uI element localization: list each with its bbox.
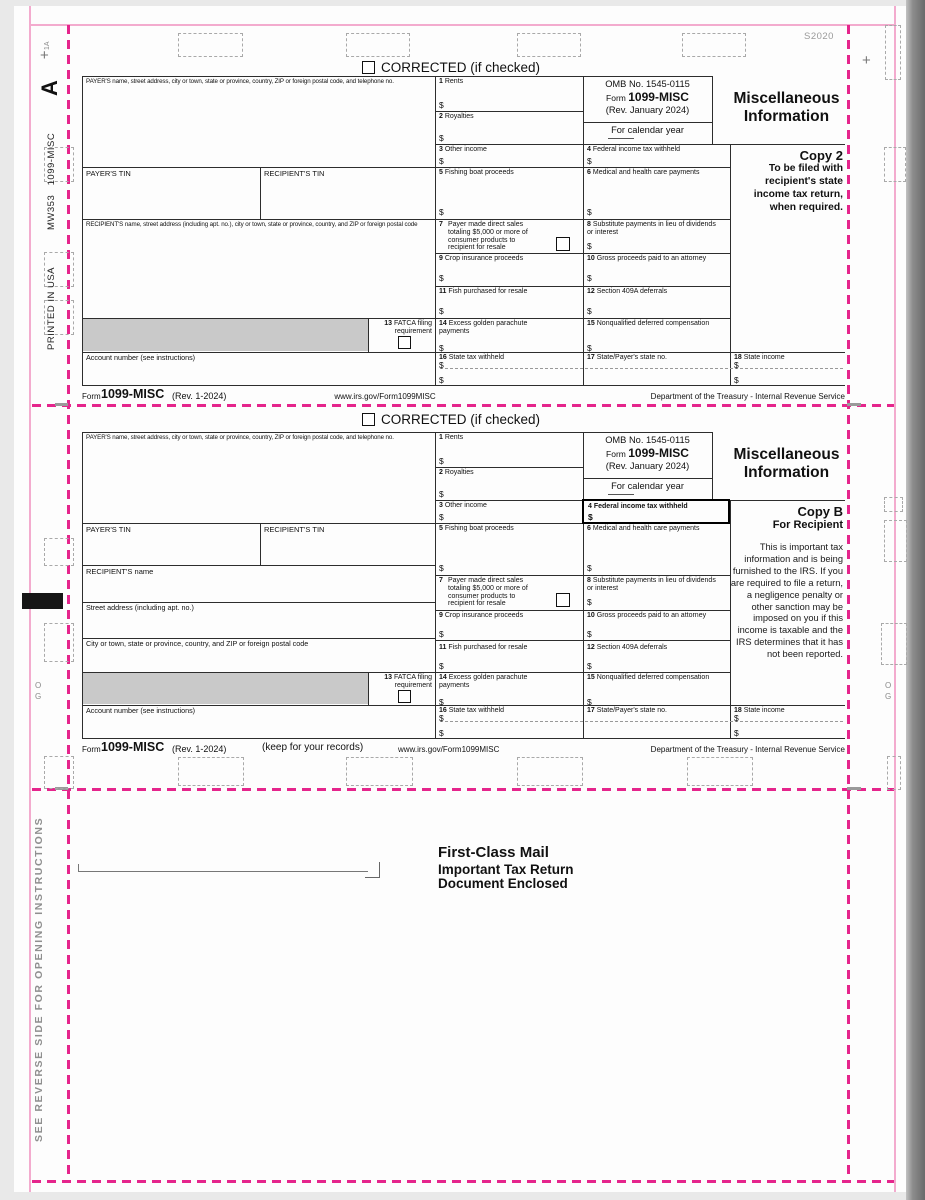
footer-form-word: Form (82, 392, 101, 401)
box18-amount: $ (734, 713, 739, 723)
box6-amount: $ (587, 207, 592, 217)
revision-line: (Rev. January 2024) (605, 461, 690, 471)
box5-label: 5 Fishing boat proceeds (439, 169, 514, 176)
grid-line (82, 318, 730, 319)
product-code: MW353 1099-MISC (46, 132, 57, 230)
grid-line (82, 385, 845, 386)
box4-label: 4 Federal income tax withheld (587, 146, 681, 153)
box7-number: 7 (439, 577, 443, 584)
box18-label: 18 State income (734, 354, 785, 361)
grid-line (82, 672, 730, 673)
box15-label: 15 Nonqualified deferred compensation (587, 674, 710, 681)
box6-amount: $ (587, 563, 592, 573)
box14-label: 14 Excess golden parachute payments (439, 320, 528, 335)
box2-amount: $ (439, 489, 444, 499)
box8-label: 8 Substitute payments in lieu of dividends or interest (587, 577, 716, 592)
grid-line (82, 432, 712, 433)
recipient-notice: This is important tax information and is being furnished to the IRS. If you are required to file a return, a negligence penalty or other sanction may be imposed on you if this income is taxable and the IRS determines that it has not been reported. (730, 542, 843, 660)
calendar-year-blank (608, 138, 634, 139)
box13-checkbox (398, 336, 411, 349)
footer-url: www.irs.gov/Form1099MISC (334, 392, 436, 401)
grid-line (260, 523, 261, 565)
box2-label: 2 Royalties (439, 469, 474, 476)
box9-amount: $ (439, 629, 444, 639)
box16-amount: $ (439, 360, 444, 370)
box11-label: 11 Fish purchased for resale (439, 288, 528, 295)
footer-keep-note: (keep for your records) (262, 742, 364, 753)
perforation-tick (847, 787, 861, 790)
box10-amount: $ (587, 629, 592, 639)
shaded-cell (83, 319, 368, 351)
corrected-checkbox (362, 413, 375, 426)
omb-number: OMB No. 1545-0115 (605, 79, 690, 89)
registration-mark (178, 33, 243, 57)
shaded-cell (83, 673, 368, 704)
box5-amount: $ (439, 563, 444, 573)
opening-instructions: SEE REVERSE SIDE FOR OPENING INSTRUCTIONS (33, 816, 45, 1142)
stub-code-1a: 1A (44, 41, 51, 50)
street-address-label: Street address (including apt. no.) (86, 603, 194, 612)
box15-amount: $ (587, 697, 592, 707)
revision-line: (Rev. January 2024) (605, 105, 690, 115)
grid-line (260, 167, 261, 219)
form-title: Miscellaneous Information (733, 446, 840, 481)
form-1099misc-copy2 (0, 60, 925, 405)
grid-line (435, 144, 845, 145)
box4-amount: $ (587, 156, 592, 166)
box12-label: 12 Section 409A deferrals (587, 288, 668, 295)
box16-amount: $ (439, 713, 444, 723)
box7-checkbox (556, 593, 570, 607)
grid-line (712, 432, 713, 500)
footer-revision: (Rev. 1-2024) (172, 391, 227, 401)
box2-label: 2 Royalties (439, 113, 474, 120)
footer-form-number: 1099-MISC (101, 387, 165, 401)
form-1099misc-copyb (0, 412, 925, 760)
box8-amount: $ (587, 597, 592, 607)
grid-line (712, 76, 713, 144)
footer-form-number: 1099-MISC (101, 740, 165, 754)
form-number-line: Form 1099-MISC (606, 446, 689, 460)
corrected-checkbox (362, 61, 375, 74)
registration-mark (346, 33, 410, 57)
box1-label: 1 Rents (439, 78, 464, 85)
box18-amount2: $ (734, 375, 739, 385)
box8-amount: $ (587, 241, 592, 251)
box3-label: 3 Other income (439, 146, 487, 153)
grid-line (82, 76, 83, 385)
payer-info-label: PAYER'S name, street address, city or town, state or province, country, ZIP or foreign postal code, and telephone no. (86, 78, 394, 85)
box15-label: 15 Nonqualified deferred compensation (587, 320, 710, 327)
footer-department: Department of the Treasury - Internal Revenue Service (650, 745, 845, 754)
box3-amount: $ (439, 512, 444, 522)
box3-amount: $ (439, 156, 444, 166)
registration-mark (44, 756, 74, 789)
box15-amount: $ (587, 343, 592, 353)
registration-cross-right: + (862, 52, 871, 69)
box9-amount: $ (439, 273, 444, 283)
mailer-line1: First-Class Mail (438, 844, 549, 861)
perforation-bottom (32, 1180, 894, 1183)
recipient-info-label: RECIPIENT'S name, street address (including apt. no.), city or town, state or province, country, and ZIP or foreign postal code (86, 221, 418, 228)
box14-label: 14 Excess golden parachute payments (439, 674, 528, 689)
calendar-year-blank (608, 494, 634, 495)
box9-label: 9 Crop insurance proceeds (439, 612, 524, 619)
box16-amount2: $ (439, 375, 444, 385)
mailer-line2: Important Tax Return (438, 862, 574, 877)
calendar-year-label: For calendar year (611, 481, 684, 491)
recipient-tin-label: RECIPIENT'S TIN (264, 525, 325, 534)
box13-label: 13 FATCA filing requirement (384, 320, 432, 335)
box13-label: 13 FATCA filing requirement (384, 674, 432, 689)
box3-label: 3 Other income (439, 502, 487, 509)
box11-amount: $ (439, 306, 444, 316)
box7-number: 7 (439, 221, 443, 228)
grid-line (82, 565, 435, 566)
box4-label: 4 Federal income tax withheld (588, 503, 688, 510)
omb-number: OMB No. 1545-0115 (605, 435, 690, 445)
stub-letter-a: A (37, 80, 62, 96)
registration-mark (517, 33, 581, 57)
box7-checkbox (556, 237, 570, 251)
box10-label: 10 Gross proceeds paid to an attorney (587, 255, 707, 262)
registration-mark (346, 757, 413, 786)
og-mark: G (35, 692, 42, 701)
box17-label: 17 State/Payer's state no. (587, 354, 667, 361)
box7-label: Payer made direct sales totaling $5,000 or more of consumer products to recipient for resale (448, 221, 528, 252)
box13-checkbox (398, 690, 411, 703)
grid-line (82, 738, 845, 739)
registration-mark (887, 756, 901, 790)
payer-tin-label: PAYER'S TIN (86, 525, 131, 534)
recipient-tin-label: RECIPIENT'S TIN (264, 169, 325, 178)
box11-label: 11 Fish purchased for resale (439, 644, 528, 651)
box8-label: 8 Substitute payments in lieu of dividends or interest (587, 221, 716, 236)
box14-amount: $ (439, 697, 444, 707)
registration-mark (178, 757, 244, 786)
box9-label: 9 Crop insurance proceeds (439, 255, 524, 262)
box16-label: 16 State tax withheld (439, 354, 505, 361)
copy-sublabel: For Recipient (772, 519, 843, 531)
box1-label: 1 Rents (439, 434, 464, 441)
footer-revision: (Rev. 1-2024) (172, 744, 227, 754)
payer-info-label: PAYER'S name, street address, city or town, state or province, country, ZIP or foreign postal code, and telephone no. (86, 434, 394, 441)
printer-code: S2020 (804, 31, 834, 42)
grid-line (583, 122, 712, 123)
box16-amount2: $ (439, 728, 444, 738)
city-line-label: City or town, state or province, country, and ZIP or foreign postal code (86, 639, 309, 648)
grid-line (583, 432, 584, 738)
footer-form-word: Form (82, 745, 101, 754)
edge-line-top (29, 24, 896, 26)
corrected-label: CORRECTED (if checked) (381, 412, 541, 427)
box10-amount: $ (587, 273, 592, 283)
og-mark: O (885, 681, 892, 690)
grid-line (435, 432, 436, 738)
registration-mark (682, 33, 746, 57)
state-row-dashed-rule (440, 368, 843, 369)
registration-mark (687, 757, 753, 786)
box11-amount: $ (439, 661, 444, 671)
printed-in-usa: PRINTED IN USA (46, 266, 57, 350)
box10-label: 10 Gross proceeds paid to an attorney (587, 612, 707, 619)
grid-line (82, 219, 730, 220)
grid-line (82, 167, 730, 168)
box5-amount: $ (439, 207, 444, 217)
box17-label: 17 State/Payer's state no. (587, 707, 667, 714)
mailer-line3: Document Enclosed (438, 876, 568, 891)
box12-amount: $ (587, 306, 592, 316)
grid-line (82, 432, 83, 738)
box7-label: Payer made direct sales totaling $5,000 or more of consumer products to recipient for resale (448, 577, 528, 608)
og-mark: G (885, 692, 892, 701)
box16-label: 16 State tax withheld (439, 707, 505, 714)
box14-amount: $ (439, 343, 444, 353)
box1-amount: $ (439, 456, 444, 466)
account-number-label: Account number (see instructions) (86, 706, 196, 715)
footer-url: www.irs.gov/Form1099MISC (398, 745, 500, 754)
copy-label: Copy B (797, 504, 843, 519)
state-row-dashed-rule (440, 721, 843, 722)
grid-line (583, 478, 712, 479)
og-mark: O (35, 681, 42, 690)
box4-amount: $ (588, 512, 593, 522)
corrected-label: CORRECTED (if checked) (381, 60, 541, 75)
box12-amount: $ (587, 661, 592, 671)
payer-tin-label: PAYER'S TIN (86, 169, 131, 178)
registration-cross-left: + (40, 47, 49, 64)
registration-mark (517, 757, 583, 786)
grid-line (435, 111, 583, 112)
footer-department: Department of the Treasury - Internal Revenue Service (650, 392, 845, 401)
box1-amount: $ (439, 100, 444, 110)
box6-label: 6 Medical and health care payments (587, 525, 700, 532)
calendar-year-label: For calendar year (611, 125, 684, 135)
grid-line (82, 76, 712, 77)
grid-line (435, 76, 436, 385)
box6-label: 6 Medical and health care payments (587, 169, 700, 176)
window-corner-mark (365, 862, 380, 878)
fold-line (78, 871, 368, 872)
grid-line (583, 76, 584, 385)
recipient-name-label: RECIPIENT'S name (86, 567, 154, 576)
grid-line (435, 467, 583, 468)
box18-label: 18 State income (734, 707, 785, 714)
grid-line (368, 672, 369, 705)
perforation-mid2 (32, 788, 894, 791)
form-number-line: Form 1099-MISC (606, 90, 689, 104)
box12-label: 12 Section 409A deferrals (587, 644, 668, 651)
box5-label: 5 Fishing boat proceeds (439, 525, 514, 532)
box18-amount2: $ (734, 728, 739, 738)
box18-amount: $ (734, 360, 739, 370)
grid-line (368, 318, 369, 352)
copy-note: To be filed with recipient's state income tax return, when required. (753, 163, 843, 213)
copy-label: Copy 2 (799, 148, 843, 163)
account-number-label: Account number (see instructions) (86, 353, 196, 362)
box2-amount: $ (439, 133, 444, 143)
form-title: Miscellaneous Information (733, 90, 840, 125)
